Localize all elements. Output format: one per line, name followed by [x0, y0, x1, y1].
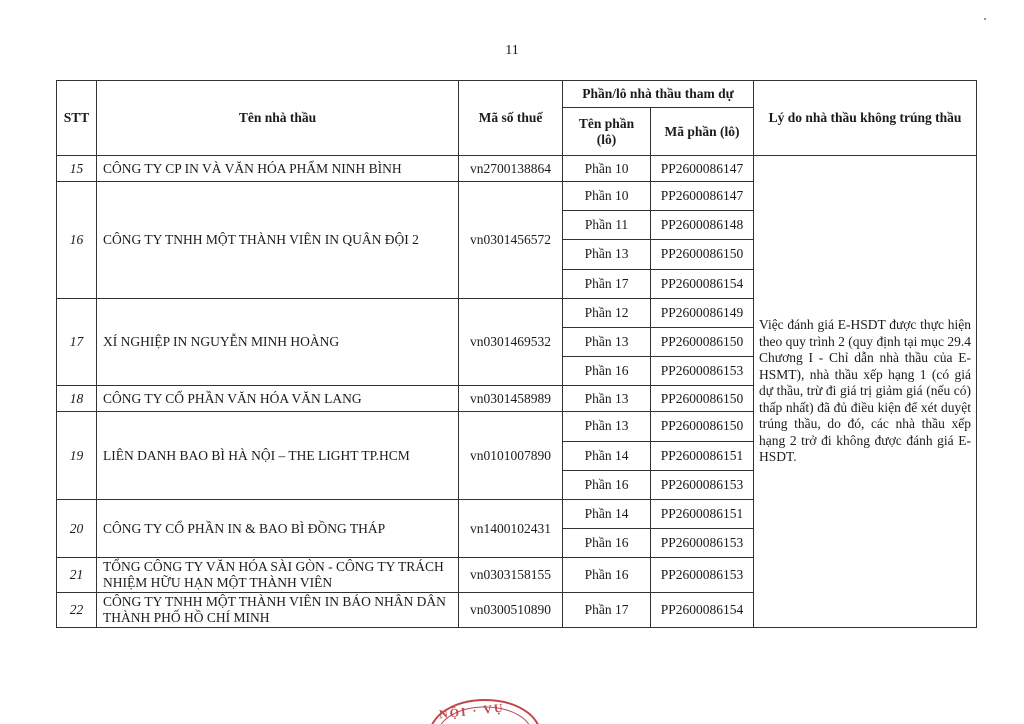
header-reason: Lý do nhà thầu không trúng thầu: [754, 81, 977, 156]
cell-lot-code: PP2600086153: [651, 529, 754, 558]
cell-lot-code: PP2600086150: [651, 240, 754, 269]
cell-stt: 15: [57, 156, 97, 182]
cell-stt: 21: [57, 558, 97, 593]
cell-stt: 22: [57, 593, 97, 628]
contractor-table: [56, 80, 977, 628]
cell-lot-code: PP2600086153: [651, 357, 754, 386]
cell-stt: 19: [57, 412, 97, 500]
cell-lot-name: Phần 12: [563, 298, 651, 327]
cell-reason: Việc đánh giá E-HSDT được thực hiện theo quy trình 2 (quy định tại mục 29.4 Chương I - Chỉ dẫn nhà thầu của E-HSMT), nhà thầu xếp hạng 1 (có giá dự thầu, trừ đi giá trị giảm giá (nếu có) thấp nhất) đã đủ điều kiện để xét duyệt trúng thầu, do đó, các nhà thầu xếp hạng 2 trở đi không được đánh giá E-HSDT.: [754, 156, 977, 628]
header-stt: STT: [57, 81, 97, 156]
cell-lot-code: PP2600086154: [651, 269, 754, 298]
cell-lot-code: PP2600086147: [651, 156, 754, 182]
cell-contractor-name: CÔNG TY CỔ PHẦN IN & BAO BÌ ĐỒNG THÁP: [97, 499, 459, 557]
cell-lot-code: PP2600086147: [651, 182, 754, 211]
cell-lot-code: PP2600086153: [651, 558, 754, 593]
cell-lot-name: Phần 13: [563, 386, 651, 412]
cell-tax-code: vn2700138864: [459, 156, 563, 182]
cell-contractor-name: XÍ NGHIỆP IN NGUYỄN MINH HOÀNG: [97, 298, 459, 386]
table-header: [57, 81, 977, 156]
cell-lot-code: PP2600086153: [651, 470, 754, 499]
cell-lot-name: Phần 10: [563, 182, 651, 211]
cell-lot-code: PP2600086149: [651, 298, 754, 327]
cell-tax-code: vn0301456572: [459, 182, 563, 299]
cell-lot-name: Phần 13: [563, 327, 651, 356]
cell-lot-name: Phần 17: [563, 269, 651, 298]
cell-contractor-name: CÔNG TY CP IN VÀ VĂN HÓA PHẨM NINH BÌNH: [97, 156, 459, 182]
cell-lot-name: Phần 14: [563, 499, 651, 528]
table-body: [57, 156, 977, 628]
page-number: 11: [505, 43, 519, 58]
cell-stt: 18: [57, 386, 97, 412]
cell-lot-name: Phần 16: [563, 529, 651, 558]
cell-lot-code: PP2600086151: [651, 499, 754, 528]
cell-tax-code: vn0101007890: [459, 412, 563, 500]
header-tax-code: Mã số thuế: [459, 81, 563, 156]
header-lot-code: Mã phần (lô): [651, 108, 754, 156]
cell-lot-code: PP2600086150: [651, 412, 754, 441]
cell-lot-code: PP2600086150: [651, 327, 754, 356]
scan-dot: [984, 18, 986, 20]
official-stamp: [425, 694, 545, 724]
header-lot-group: Phần/lô nhà thầu tham dự: [563, 81, 754, 108]
cell-tax-code: vn0301458989: [459, 386, 563, 412]
cell-lot-name: Phần 16: [563, 558, 651, 593]
cell-stt: 20: [57, 499, 97, 557]
cell-lot-name: Phần 16: [563, 470, 651, 499]
cell-lot-code: PP2600086150: [651, 386, 754, 412]
cell-contractor-name: CÔNG TY TNHH MỘT THÀNH VIÊN IN QUÂN ĐỘI 2: [97, 182, 459, 299]
cell-stt: 16: [57, 182, 97, 299]
cell-contractor-name: LIÊN DANH BAO BÌ HÀ NỘI – THE LIGHT TP.HCM: [97, 412, 459, 500]
stamp-text: NỘI · VỤ: [438, 700, 506, 722]
cell-lot-code: PP2600086151: [651, 441, 754, 470]
cell-contractor-name: TỔNG CÔNG TY VĂN HÓA SÀI GÒN - CÔNG TY TRÁCH NHIỆM HỮU HẠN MỘT THÀNH VIÊN: [97, 558, 459, 593]
cell-lot-name: Phần 14: [563, 441, 651, 470]
table-row: [57, 156, 977, 182]
cell-tax-code: vn0301469532: [459, 298, 563, 386]
cell-contractor-name: CÔNG TY TNHH MỘT THÀNH VIÊN IN BÁO NHÂN DÂN THÀNH PHỐ HỒ CHÍ MINH: [97, 593, 459, 628]
cell-lot-code: PP2600086148: [651, 211, 754, 240]
cell-tax-code: vn0303158155: [459, 558, 563, 593]
cell-lot-name: Phần 13: [563, 240, 651, 269]
cell-stt: 17: [57, 298, 97, 386]
header-contractor-name: Tên nhà thầu: [97, 81, 459, 156]
header-lot-name: Tên phần (lô): [563, 108, 651, 156]
cell-contractor-name: CÔNG TY CỔ PHẦN VĂN HÓA VĂN LANG: [97, 386, 459, 412]
cell-tax-code: vn1400102431: [459, 499, 563, 557]
cell-tax-code: vn0300510890: [459, 593, 563, 628]
cell-lot-code: PP2600086154: [651, 593, 754, 628]
cell-lot-name: Phần 10: [563, 156, 651, 182]
cell-lot-name: Phần 16: [563, 357, 651, 386]
cell-lot-name: Phần 11: [563, 211, 651, 240]
cell-lot-name: Phần 13: [563, 412, 651, 441]
cell-lot-name: Phần 17: [563, 593, 651, 628]
